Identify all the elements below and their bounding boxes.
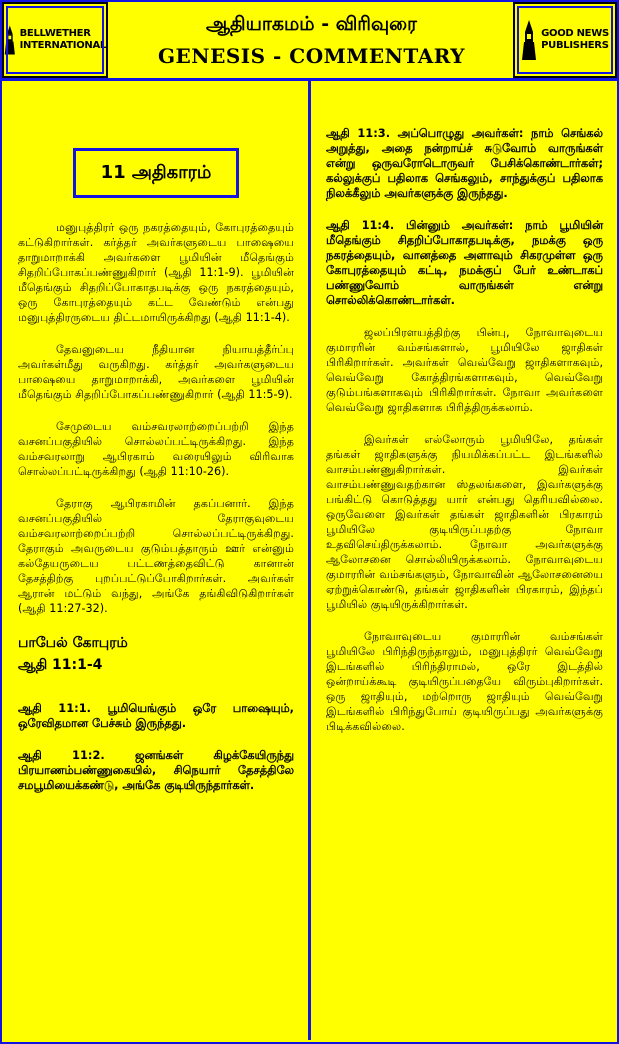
right-column: [314, 80, 617, 1040]
paragraph: சேமுடைய வம்சவரலாற்றைப்பற்றி இந்த வசனப்பகுதியில் சொல்லப்பட்டிருக்கிறது. இந்த வம்சவரலாறு ஆபிரகாம் வரையிலும் விரிவாக சொல்லப்பட்டிருக்கிறது (ஆதி 11:10-26).: [18, 420, 294, 478]
goodnews-logo: [513, 2, 617, 78]
title-english: GENESIS - COMMENTARY: [157, 43, 466, 68]
paragraph: இவர்கள் எல்லோரும் பூமியிலே, தங்கள் தங்கள் ஜாதிகளுக்கு நியமிக்கப்பட்ட இடங்களில் வாசம்பண்ணுகிறார்கள். இவர்கள் வாசம்பண்ணுவதற்கான ஸ்தலங்களை, இவர்களுக்கு பங்கிட்டு கொடுத்தது யார் என்பது தெரியவில்லை. ஒருவேளை இவர்கள் தங்கள் ஜாதிகளின் பிரகாரம் பூமியிலே குடியிருப்பதற்கு நோவா உதவிசெய்திருக்கலாம். நோவா அவர்களுக்கு ஆலோசனை சொல்லியிருக்கலாம். நோவாவுடைய குமாரரின் வம்சங்களும், நோவாவின் ஆலோசனையை ஏற்றுக்கொண்டு, தங்கள் ஜாதிகளின் பிரகாரம், இந்தப் பூமியில் குடியிருக்கிறார்கள்.: [326, 433, 603, 611]
bellwether-logo: [2, 2, 108, 78]
header: [2, 2, 617, 81]
logo-line1: BELLWETHER: [19, 28, 91, 39]
verse: ஆதி 11:1. பூமியெங்கும் ஒரே பாஷையும், ஒரேவிதமான பேச்சும் இருந்தது.: [18, 701, 294, 730]
paragraph: நோவாவுடைய குமாரரின் வம்சங்கள் பூமியிலே பிரிந்திருந்தாலும், மனுபுத்திரர் வெவ்வேறு இடங்களில் பிரிந்திராமல், ஒரே இடத்தில் ஒன்றாய்க்கூடி குடியிருப்பதையே விரும்புகிறார்கள். ஒரு ஜாதியும், மற்றொரு ஜாதியும் வெவ்வேறு இடங்களில் பிரிந்துபோய் குடியிருப்பது அவர்களுக்கு பிடிக்கவில்லை.: [326, 630, 603, 733]
paragraph: மனுபுத்திரர் ஒரு நகரத்தையும், கோபுரத்தையும் கட்டுகிறார்கள். கர்த்தர் அவர்களுடைய பாஷையை தாறுமாறாக்கி அவர்களை பூமியின் மீதெங்கும் சிதறிப்போகப்பண்ணுகிறார் (ஆதி 11:1-9). பூமியின் மீதெங்கும் சிதறிப்போகாதபடிக்கு ஒரு நகரத்தையும், ஒரு கோபுரத்தையும் கட்ட வேண்டும் என்பது மனுபுத்திரருடைய திட்டமாயிருக்கிறது (ஆதி 11:1-4).: [18, 221, 294, 324]
paragraph: தேராகு ஆபிரகாமின் தகப்பனார். இந்த வசனப்பகுதியில் தேராகுவுடைய வம்சவரலாற்றைப்பற்றி சொல்லப்பட்டிருக்கிறது. தேராகும் அவருடைய குடும்பத்தாரும் ஊர் என்னும் கல்தேயருடைய பட்டணத்தைவிட்டு கானான் தேசத்திற்கு புறப்பட்டுப்போகிறார்கள். அவர்கள் ஆரான் மட்டும் வந்து, அங்கே தங்கிவிடுகிறார்கள் (ஆதி 11:27-32).: [18, 497, 294, 615]
logo-line2: PUBLISHERS: [541, 40, 609, 51]
title-tamil: ஆதியாகமம் - விரிவுரை: [206, 12, 417, 35]
verse: ஆதி 11:2. ஜனங்கள் கிழக்கேயிருந்து பிரயாணம்பண்ணுகையில், சிநெயார் தேசத்திலே சமபூமியைக்கண்டு, அங்கே குடியிருந்தார்கள்.: [18, 748, 294, 792]
bell-tower-icon: [521, 20, 537, 60]
chapter-title: 11 அதிகாரம்: [100, 161, 212, 183]
paragraph: ஜலப்பிரளயத்திற்கு பின்பு, நோவாவுடைய குமாரரின் வம்சங்களால், பூமியிலே ஜாதிகள் பிரிகிறார்கள். அவர்கள் வெவ்வேறு ஜாதிகளாகவும், வெவ்வேறு கோத்திரங்களாகவும், வெவ்வேறு குடும்பங்களாகவும் பிரிகிறார்கள். நோவா அவர்களை வெவ்வேறு ஜாதிகளாக பிரித்திருக்கலாம்.: [326, 326, 603, 414]
section-heading: பாபேல் கோபுரம்: [18, 635, 128, 651]
bell-tower-icon: [4, 20, 16, 60]
chapter-box: [73, 148, 239, 198]
left-column: [4, 80, 311, 1040]
logo-line1: GOOD NEWS: [541, 28, 609, 39]
logo-line2: INTERNATIONAL: [19, 40, 106, 51]
verse: ஆதி 11:3. அப்பொழுது அவர்கள்: நாம் செங்கல் அறுத்து, அதை நன்றாய்ச் சுடுவோம் வாருங்கள் என்று ஒருவரோடொருவர் பேசிக்கொண்டார்கள்; கல்லுக்குப் பதிலாக செங்கலும், சாந்துக்குப் பதிலாக நிலக்கீலும் அவர்களுக்கு இருந்தது.: [326, 126, 603, 200]
paragraph: தேவனுடைய நீதியான நியாயத்தீர்ப்பு அவர்கள்மீது வருகிறது. கர்த்தர் அவர்களுடைய பாஷையை தாறுமாறாக்கி, அவர்களை பூமியின் மீதெங்கும் சிதறிப்போகப்பண்ணுகிறார் (ஆதி 11:5-9).: [18, 343, 294, 401]
section-reference: ஆதி 11:1-4: [18, 657, 103, 673]
title-box: [112, 2, 511, 78]
verse: ஆதி 11:4. பின்னும் அவர்கள்: நாம் பூமியின் மீதெங்கும் சிதறிப்போகாதபடிக்கு, நமக்கு ஒரு நகரத்தையும், வானத்தை அளாவும் சிகரமுள்ள ஒரு கோபுரத்தையும் கட்டி, நமக்குப் பேர் உண்டாகப் பண்ணுவோம் வாருங்கள் என்று சொல்லிக்கொண்டார்கள்.: [326, 218, 603, 307]
